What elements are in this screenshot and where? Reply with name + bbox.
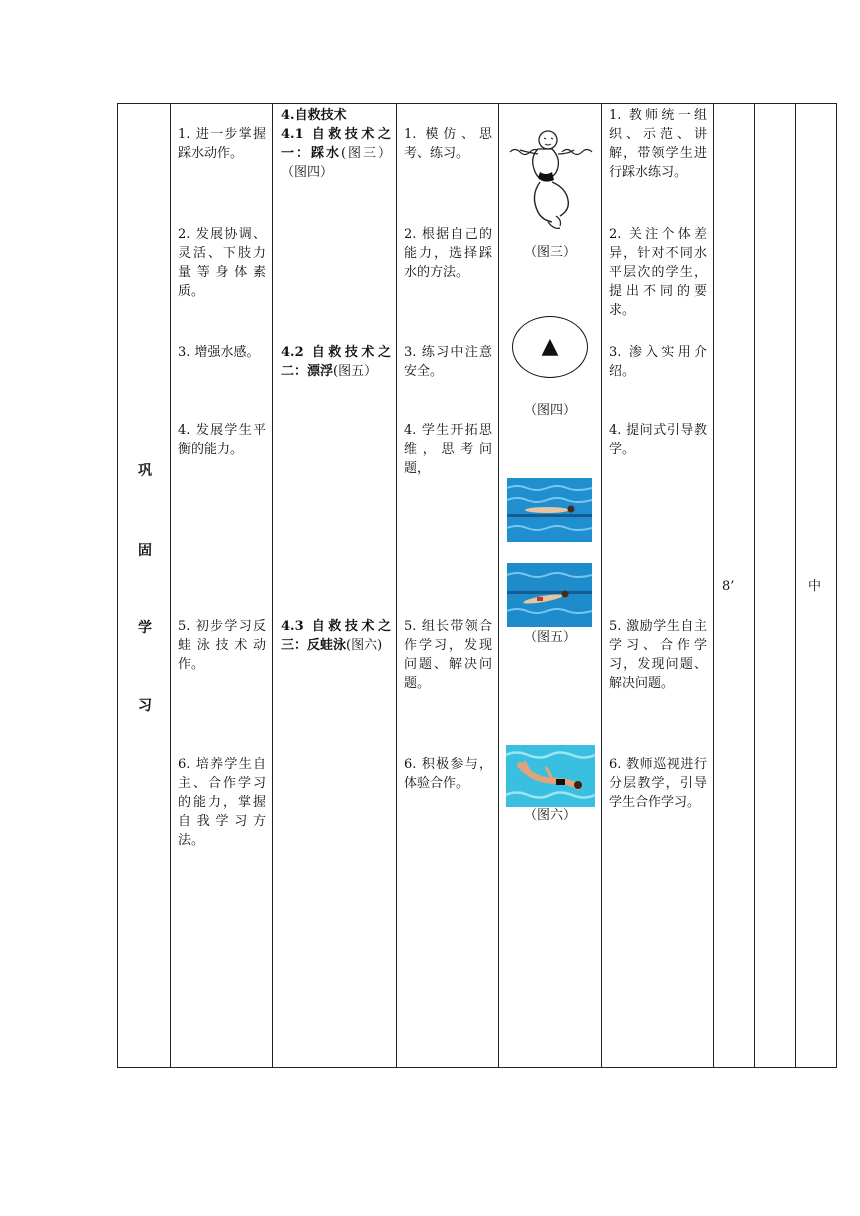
- teacher-activity: 1. 教师统一组织、示范、讲解，带领学生进行踩水练习。: [609, 108, 707, 180]
- content-item-3-title: 4.3 自救技术之三：反蛙泳: [281, 619, 391, 653]
- table-column-border: [396, 103, 397, 1068]
- table-column-border: [713, 103, 714, 1068]
- triangle-icon: ▲: [541, 334, 559, 359]
- table-column-border: [795, 103, 796, 1068]
- student-activity: 5. 组长带领合作学习，发现问题、解决问题。: [404, 619, 492, 691]
- table-column-border: [498, 103, 499, 1068]
- stage-char: 巩: [138, 463, 152, 479]
- goal-item: 3. 增强水感。: [178, 345, 260, 360]
- table-column-border: [836, 103, 837, 1068]
- time-value: 8’: [722, 579, 735, 594]
- content-block: [281, 106, 391, 182]
- table-column-border: [754, 103, 755, 1068]
- backstroke-swimmer-photo: [506, 745, 595, 807]
- intensity-value: 中: [808, 579, 822, 594]
- content-item-1: [281, 125, 391, 182]
- table-column-border: [170, 103, 171, 1068]
- figure-4-caption: （图四）: [523, 403, 576, 418]
- table-column-border: [272, 103, 273, 1068]
- teacher-activity: 6. 教师巡视进行分层教学，引导学生合作学习。: [609, 757, 707, 810]
- figure-4-circle: [512, 316, 588, 378]
- teacher-activity: 4. 提问式引导教学。: [609, 423, 707, 457]
- table-bottom-border: [117, 1067, 837, 1068]
- goal-item: 2. 发展协调、灵活、下肢力量等身体素质。: [178, 227, 266, 299]
- student-activity: 6. 积极参与，体验合作。: [404, 757, 492, 791]
- goal-item: 4. 发展学生平衡的能力。: [178, 423, 266, 457]
- content-heading: 4.自救技术: [281, 108, 347, 123]
- content-item-1-figures: (图三）（图四）: [281, 146, 391, 180]
- table-column-border: [117, 103, 118, 1068]
- teacher-activity: 3. 渗入实用介绍。: [609, 345, 707, 379]
- floating-swimmer-photo-2: [507, 563, 592, 627]
- floating-swimmer-photo-1: [507, 478, 592, 542]
- goal-item: 6. 培养学生自主、合作学习的能力，掌握自我学习方法。: [178, 757, 266, 848]
- content-item-2: [281, 343, 391, 381]
- goal-item: 1. 进一步掌握踩水动作。: [178, 127, 266, 161]
- goal-item: 5. 初步学习反蛙泳技术动作。: [178, 619, 266, 672]
- content-item-2-title: 4.2 自救技术之二：漂浮: [281, 345, 391, 379]
- figure-6-caption: （图六）: [523, 808, 576, 823]
- content-item-3-figures: (图六): [346, 638, 383, 653]
- content-item-1-title: 4.1 自救技术之一：踩水: [281, 127, 391, 161]
- stage-char: 固: [138, 543, 152, 559]
- table-column-border: [601, 103, 602, 1068]
- student-activity: 4. 学生开拓思维，思考问题，: [404, 423, 492, 476]
- table-top-border: [117, 103, 837, 104]
- teacher-activity: 5. 激励学生自主学习、合作学习，发现问题、解决问题。: [609, 619, 707, 691]
- student-activity: 3. 练习中注意安全。: [404, 345, 492, 379]
- figure-3-caption: （图三）: [523, 245, 576, 260]
- teacher-activity: 2. 关注个体差异，针对不同水平层次的学生，提出不同的要求。: [609, 227, 707, 318]
- figure-5-caption: （图五）: [523, 630, 576, 645]
- student-activity: 1. 模仿、思考、练习。: [404, 127, 492, 161]
- stage-char: 习: [138, 698, 152, 714]
- stage-char: 学: [138, 620, 152, 636]
- student-activity: 2. 根据自己的能力，选择踩水的方法。: [404, 227, 492, 280]
- treading-water-figure: [508, 126, 594, 236]
- content-item-3: [281, 617, 391, 655]
- content-item-2-figures: (图五）: [333, 364, 378, 379]
